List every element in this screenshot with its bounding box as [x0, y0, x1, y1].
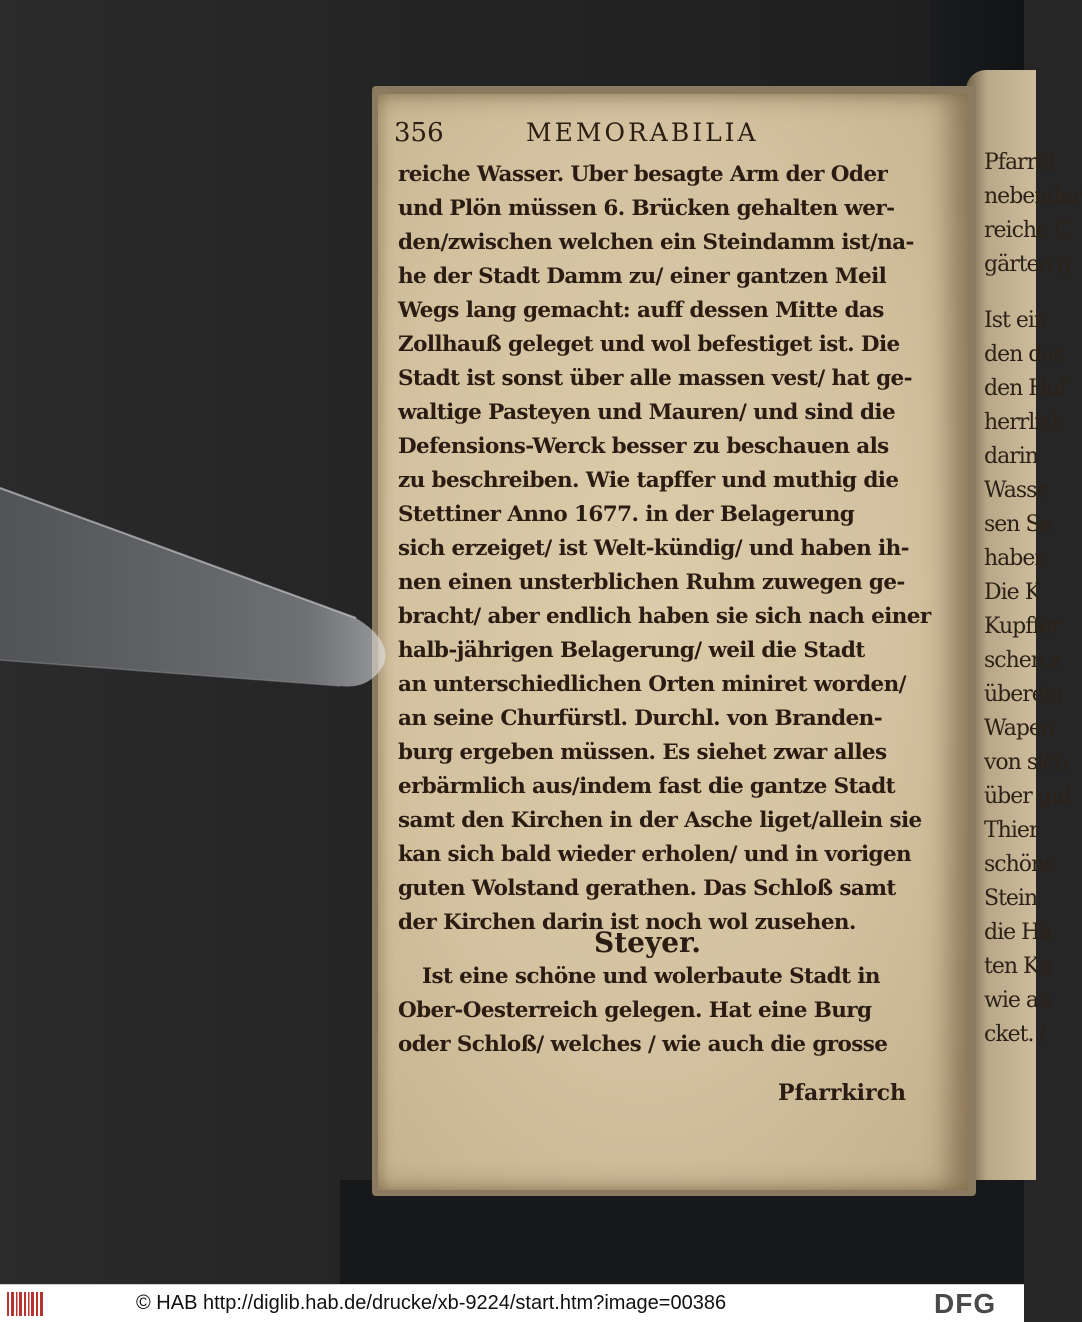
- footer-citation: © HAB http://diglib.hab.de/drucke/xb-9224/start.htm?image=00386: [136, 1292, 727, 1314]
- facing-page-text-fragment: Die K: [984, 580, 1041, 605]
- facing-page-text-fragment: Stein: [984, 886, 1038, 911]
- barcode-icon: [6, 1289, 46, 1319]
- footer-bar: [0, 1284, 1024, 1322]
- facing-page-text-fragment: den Hof: [984, 376, 1066, 401]
- facing-page-text-fragment: darin: [984, 444, 1038, 469]
- text-line: an unterschiedlichen Orten miniret worden/: [398, 672, 906, 697]
- text-line: nen einen unsterblichen Ruhm zuwegen ge-: [398, 570, 905, 595]
- facing-page-text-fragment: überein: [984, 682, 1064, 707]
- text-line: zu beschreiben. Wie tapffer und muthig die: [398, 468, 899, 493]
- facing-page-text-fragment: reiche C: [984, 218, 1070, 243]
- facing-page-text-fragment: Kupffer: [984, 614, 1062, 639]
- text-line: oder Schloß/ welches / wie auch die grosse: [398, 1032, 888, 1057]
- facing-page-text-fragment: ten Kn: [984, 954, 1052, 979]
- page-header: [394, 118, 814, 158]
- facing-page-text-fragment: schen z: [984, 648, 1061, 673]
- facing-page-text-fragment: cket. (: [984, 1022, 1048, 1047]
- catchword: Pfarrkirch: [777, 1080, 906, 1106]
- text-line: Stettiner Anno 1677. in der Belagerung: [398, 502, 855, 527]
- text-line: der Kirchen darin ist noch wol zusehen.: [398, 910, 856, 935]
- facing-page-text-fragment: Ist ein: [984, 308, 1048, 333]
- facing-page-text-fragment: über gul: [984, 784, 1071, 809]
- facing-page: [966, 70, 1082, 1180]
- facing-page-text-fragment: Thier: [984, 818, 1039, 843]
- text-line: Wegs lang gemacht: auff dessen Mitte das: [398, 298, 884, 323]
- dfg-logo: DFG: [934, 1288, 997, 1319]
- text-line: burg ergeben müssen. Es siehet zwar alles: [398, 740, 887, 765]
- facing-page-text-fragment: haben: [984, 546, 1048, 571]
- text-line: sich erzeiget/ ist Welt-kündig/ und haben ih-: [398, 536, 909, 561]
- text-line: guten Wolstand gerathen. Das Schloß samt: [398, 876, 896, 901]
- text-line: Ist eine schöne und wolerbaute Stadt in: [422, 964, 880, 989]
- text-line: Ober-Oesterreich gelegen. Hat eine Burg: [398, 998, 872, 1023]
- text-line: Stadt ist sonst über alle massen vest/ hat ge-: [398, 366, 912, 391]
- facing-page-text-fragment: sen Se: [984, 512, 1052, 537]
- text-line: kan sich bald wieder erholen/ und in vorigen: [398, 842, 912, 867]
- facing-page-text-fragment: herrlich: [984, 410, 1065, 435]
- page-holder-blade: [0, 0, 400, 760]
- text-line: an seine Churfürstl. Durchl. von Branden-: [398, 706, 883, 731]
- facing-page-text-fragment: schöne: [984, 852, 1057, 877]
- text-line: den/zwischen welchen ein Steindamm ist/na-: [398, 230, 914, 255]
- running-head: MEMORABILIA: [526, 118, 759, 147]
- text-line: reiche Wasser. Uber besagte Arm der Oder: [398, 162, 888, 187]
- book-page: [378, 94, 968, 1190]
- text-line: und Plön müssen 6. Brücken gehalten wer-: [398, 196, 895, 221]
- facing-page-text-fragment: von sich: [984, 750, 1068, 775]
- facing-page-text-fragment: Wapen: [984, 716, 1055, 741]
- facing-page-text-fragment: Wasse: [984, 478, 1049, 503]
- text-line: Defensions-Werck besser zu beschauen als: [398, 434, 889, 459]
- section-heading: Steyer.: [594, 926, 701, 959]
- text-line: erbärmlich aus/indem fast die gantze Stadt: [398, 774, 895, 799]
- facing-page-text-fragment: Pfarrki: [984, 150, 1055, 175]
- facing-page-text-fragment: gärten g: [984, 252, 1071, 277]
- facing-page-text-fragment: nebender: [984, 184, 1082, 209]
- text-line: samt den Kirchen in der Asche liget/allein sie: [398, 808, 922, 833]
- text-line: Zollhauß geleget und wol befestiget ist. Die: [398, 332, 900, 357]
- page-number: 356: [394, 118, 444, 148]
- text-line: halb-jährigen Belagerung/ weil die Stadt: [398, 638, 865, 663]
- text-line: he der Stadt Damm zu/ einer gantzen Meil: [398, 264, 887, 289]
- facing-page-text-fragment: den das: [984, 342, 1064, 367]
- facing-page-text-fragment: wie au: [984, 988, 1052, 1013]
- text-line: bracht/ aber endlich haben sie sich nach einer: [398, 604, 931, 629]
- text-line: waltige Pasteyen und Mauren/ und sind die: [398, 400, 896, 425]
- facing-page-text-fragment: die Hä: [984, 920, 1052, 945]
